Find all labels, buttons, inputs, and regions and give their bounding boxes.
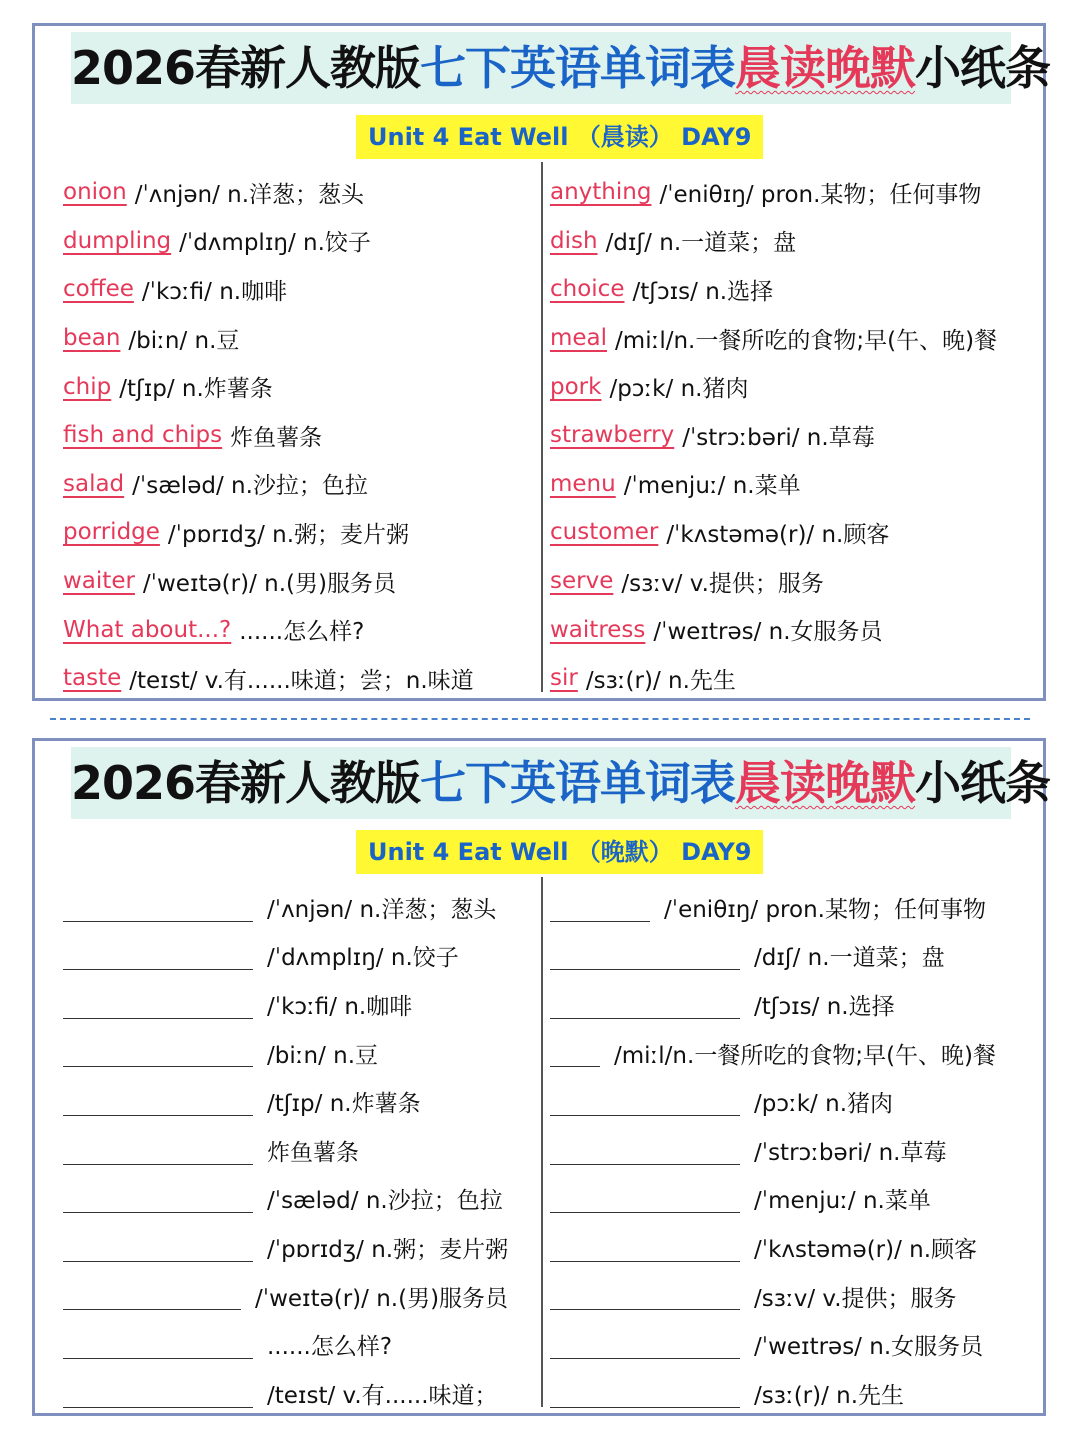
dictation-row [63,1029,543,1078]
vocab-row [550,508,1030,557]
vocab-word: sir [550,665,578,692]
vocab-row [63,314,543,363]
title-part-1: 2026春新人教版 [71,41,421,95]
dictation-row [63,1320,543,1369]
vocab-word: porridge [63,519,160,546]
dictation-row [63,1272,543,1321]
vocab-word: waiter [63,568,135,595]
dictation-row [63,980,543,1029]
answer-blank[interactable] [63,1190,253,1213]
dictation-row [550,1369,1030,1418]
vocab-row [63,460,543,509]
vocab-word: dumpling [63,227,172,254]
title-part-1: 2026春新人教版 [71,756,421,810]
vocab-definition: /teɪst/ v.有......味道；尝；n.味道 [129,667,474,694]
answer-blank[interactable] [63,1044,253,1067]
answer-blank[interactable] [550,1336,740,1359]
vocab-definition: /biːn/ n.豆 [267,1042,379,1069]
vocab-definition: /ˈeniθɪŋ/ pron.某物；任何事物 [659,181,982,208]
title-part-2: 七下英语单词表 [420,756,736,810]
vocab-definition: /tʃɪp/ n.炸薯条 [119,376,273,403]
vocab-row [550,411,1030,460]
cut-line [50,718,1030,720]
vocab-row [550,265,1030,314]
vocab-definition: /tʃɪp/ n.炸薯条 [267,1091,421,1118]
answer-blank[interactable] [550,947,740,970]
vocab-row [550,654,1030,703]
vocab-definition: 炸鱼薯条 [230,424,323,451]
vocab-definition: /ˈstrɔːbəri/ n.草莓 [682,424,875,451]
answer-blank[interactable] [550,1239,740,1262]
answer-blank[interactable] [550,1044,600,1067]
vocab-word: strawberry [550,422,675,449]
vocab-definition: /ˈweɪtə(r)/ n.(男)服务员 [255,1285,509,1312]
answer-blank[interactable] [63,1239,253,1262]
vocab-definition: /ˈweɪtə(r)/ n.(男)服务员 [142,570,396,597]
dictation-column-right [550,883,1030,1418]
vocab-row [63,508,543,557]
vocab-definition: /ˈeniθɪŋ/ pron.某物；任何事物 [664,896,986,923]
answer-blank[interactable] [63,1336,253,1359]
vocab-definition: /ˈpɒrɪdʒ/ n.粥；麦片粥 [167,521,410,548]
vocab-word: fish and chips [63,422,223,449]
dictation-row [550,1029,1030,1078]
dictation-row [63,1369,543,1418]
dictation-row [63,883,543,932]
vocab-row [63,217,543,266]
vocab-word: choice [550,276,625,303]
vocab-definition: /dɪʃ/ n.一道菜；盘 [754,945,945,972]
vocab-definition: /sɜː(r)/ n.先生 [585,667,736,694]
vocab-row [63,654,543,703]
answer-blank[interactable] [550,1287,740,1310]
vocab-word: pork [550,373,602,400]
answer-blank[interactable] [63,899,253,922]
vocab-definition: /ˈsæləd/ n.沙拉；色拉 [267,1188,503,1215]
dictation-row [63,932,543,981]
vocab-definition: /sɜːv/ v.提供；服务 [754,1285,957,1312]
vocab-definition: /ˈkʌstəmə(r)/ n.顾客 [754,1236,978,1263]
title-part-4: 小纸条 [915,756,1051,810]
title-part-3: 晨读晚默 [735,41,916,95]
vocab-definition: /biːn/ n.豆 [128,327,240,354]
dictation-row [550,1077,1030,1126]
vocab-word: coffee [63,276,134,303]
vocab-definition: /ˈkɔːfi/ n.咖啡 [267,993,413,1020]
answer-blank[interactable] [63,1287,241,1310]
vocab-definition: 炸鱼薯条 [267,1139,359,1166]
answer-blank[interactable] [550,899,650,922]
vocab-definition: /teɪst/ v.有......味道； [267,1382,498,1409]
dictation-row [550,1126,1030,1175]
vocab-word: What about...? [63,616,232,643]
dictation-row [550,1223,1030,1272]
vocab-definition: ......怎么样? [267,1334,393,1361]
vocab-word: waitress [550,616,646,643]
vocab-word: menu [550,470,616,497]
vocab-definition: /sɜːv/ v.提供；服务 [621,570,824,597]
vocab-word: anything [550,179,652,206]
title-part-2: 七下英语单词表 [420,41,736,95]
vocab-definition: /ˈsæləd/ n.沙拉；色拉 [132,473,368,500]
vocab-definition: /ˈstrɔːbəri/ n.草莓 [754,1139,947,1166]
vocab-row [63,605,543,654]
vocab-definition: /ˈmenjuː/ n.菜单 [623,473,801,500]
vocab-definition: /pɔːk/ n.猪肉 [609,376,749,403]
title-part-4: 小纸条 [915,41,1051,95]
vocab-definition: /ˈkɔːfi/ n.咖啡 [141,278,288,305]
dictation-row [550,980,1030,1029]
vocab-definition: /tʃɔɪs/ n.选择 [632,278,774,305]
vocab-definition: /ˈpɒrɪdʒ/ n.粥；麦片粥 [267,1236,509,1263]
vocab-definition: /ˈweɪtrəs/ n.女服务员 [754,1334,984,1361]
vocab-definition: /ˈkʌstəmə(r)/ n.顾客 [666,521,890,548]
dictation-row [550,1175,1030,1224]
vocab-definition: /ˈmenjuː/ n.菜单 [754,1188,931,1215]
dictation-row [63,1077,543,1126]
dictation-row [63,1175,543,1224]
dictation-row [63,1223,543,1272]
vocab-definition: /pɔːk/ n.猪肉 [754,1091,893,1118]
vocab-row [550,605,1030,654]
answer-blank[interactable] [550,1093,740,1116]
vocab-row [550,217,1030,266]
vocab-word: dish [550,227,598,254]
unit-subtitle: Unit 4 Eat Well （晨读） DAY9 [356,115,763,159]
vocab-row [550,557,1030,606]
answer-blank[interactable] [63,1093,253,1116]
vocab-word: onion [63,179,127,206]
vocab-word: salad [63,470,125,497]
answer-blank[interactable] [550,1142,740,1165]
vocab-word: taste [63,665,122,692]
vocab-word: meal [550,325,608,352]
word-column-right [550,168,1030,703]
answer-blank[interactable] [550,1190,740,1213]
card-title [71,36,1051,100]
vocab-definition: /tʃɔɪs/ n.选择 [754,993,895,1020]
dictation-row [63,1126,543,1175]
vocab-word: customer [550,519,659,546]
answer-blank[interactable] [63,1385,253,1408]
vocab-word: bean [63,325,121,352]
vocab-row [63,362,543,411]
dictation-column-left [63,883,543,1418]
answer-blank[interactable] [63,947,253,970]
vocab-row [550,168,1030,217]
morning-card [32,23,1051,701]
vocab-definition: /ˈdʌmplɪŋ/ n.饺子 [267,945,459,972]
answer-blank[interactable] [550,1385,740,1408]
dictation-row [550,883,1030,932]
word-column-left [63,168,543,703]
answer-blank[interactable] [63,1142,253,1165]
vocab-row [63,265,543,314]
vocab-row [550,460,1030,509]
evening-card [32,738,1051,1416]
vocab-definition: /miːl/n.一餐所吃的食物;早(午、晚)餐 [615,327,998,354]
dictation-row [550,932,1030,981]
vocab-row [550,314,1030,363]
vocab-row [550,362,1030,411]
dictation-row [550,1320,1030,1369]
vocab-word: chip [63,373,112,400]
answer-blank[interactable] [550,996,740,1019]
vocab-definition: /ˈʌnjən/ n.洋葱；葱头 [267,896,497,923]
answer-blank[interactable] [63,996,253,1019]
vocab-definition: /miːl/n.一餐所吃的食物;早(午、晚)餐 [614,1042,997,1069]
dictation-row [550,1272,1030,1321]
vocab-definition: /sɜː(r)/ n.先生 [754,1382,905,1409]
vocab-definition: /ˈweɪtrəs/ n.女服务员 [653,619,883,646]
vocab-definition: /ˈdʌmplɪŋ/ n.饺子 [179,230,371,257]
card-title [71,751,1051,815]
vocab-word: serve [550,568,614,595]
vocab-row [63,168,543,217]
vocab-row [63,557,543,606]
vocab-definition: /dɪʃ/ n.一道菜；盘 [605,230,797,257]
vocab-definition: ......怎么样? [239,619,365,646]
unit-subtitle: Unit 4 Eat Well （晚默） DAY9 [356,830,763,874]
title-part-3: 晨读晚默 [735,756,916,810]
vocab-definition: /ˈʌnjən/ n.洋葱；葱头 [134,181,365,208]
vocab-row [63,411,543,460]
